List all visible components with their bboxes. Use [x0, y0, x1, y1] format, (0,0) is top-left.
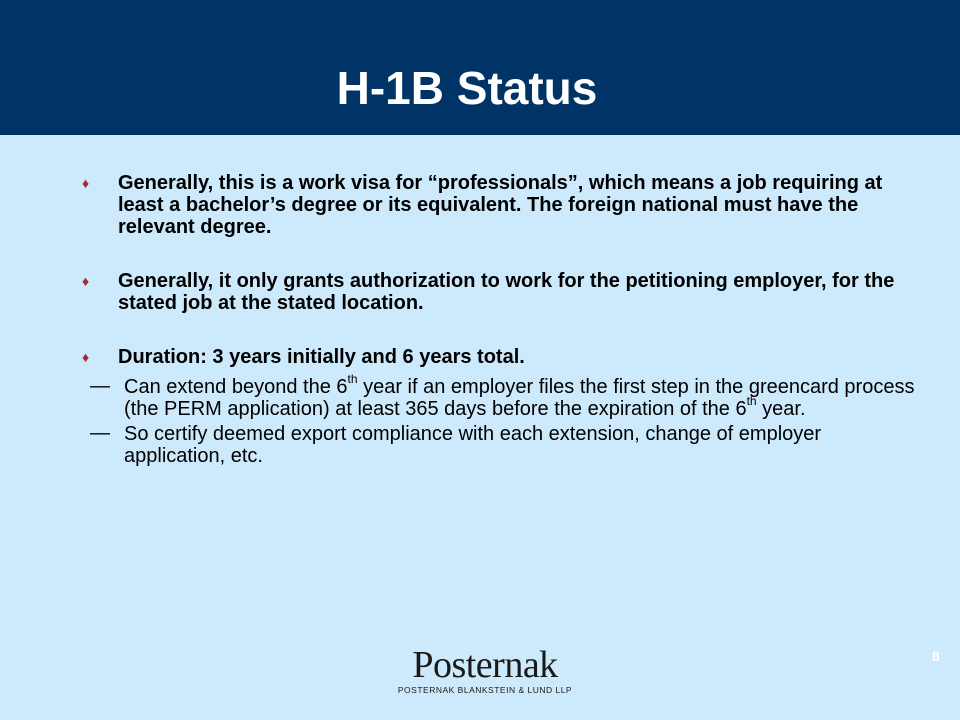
logo-subtitle: POSTERNAK BLANKSTEIN & LUND LLP [397, 685, 573, 695]
firm-logo [390, 646, 580, 695]
bullet-text: Generally, this is a work visa for “professionals”, which means a job requiring at least a bachelor’s degree or its equivalent. The foreign national must have the relevant degree. [118, 172, 883, 238]
sub-bullet-item [82, 423, 922, 467]
slide-title: H-1B Status [336, 62, 598, 114]
dash-bullet-icon: — [90, 375, 110, 397]
bullet-text: Generally, it only grants authorization to work for the petitioning employer, for the stated job at the stated location. [118, 270, 895, 314]
bullet-item [82, 346, 922, 368]
dash-bullet-icon: — [90, 422, 110, 444]
diamond-bullet-icon: ♦ [82, 349, 90, 365]
bullet-item [82, 172, 922, 238]
bullet-item [82, 270, 922, 314]
logo-name: Posternak [412, 644, 558, 686]
diamond-bullet-icon: ♦ [82, 175, 90, 191]
sub-bullet-item [82, 372, 922, 420]
diamond-bullet-icon: ♦ [82, 273, 90, 289]
sub-bullet-list [82, 372, 922, 467]
page-number: 8 [932, 648, 940, 664]
slide-content [82, 172, 922, 470]
sub-bullet-text: Can extend beyond the 6th year if an employer files the first step in the greencard process (the PERM application) at least 365 days before the expiration of the 6th year. [124, 372, 915, 420]
bullet-text: Duration: 3 years initially and 6 years total. [118, 346, 525, 368]
sub-bullet-text: So certify deemed export compliance with each extension, change of employer application, etc. [124, 423, 822, 467]
